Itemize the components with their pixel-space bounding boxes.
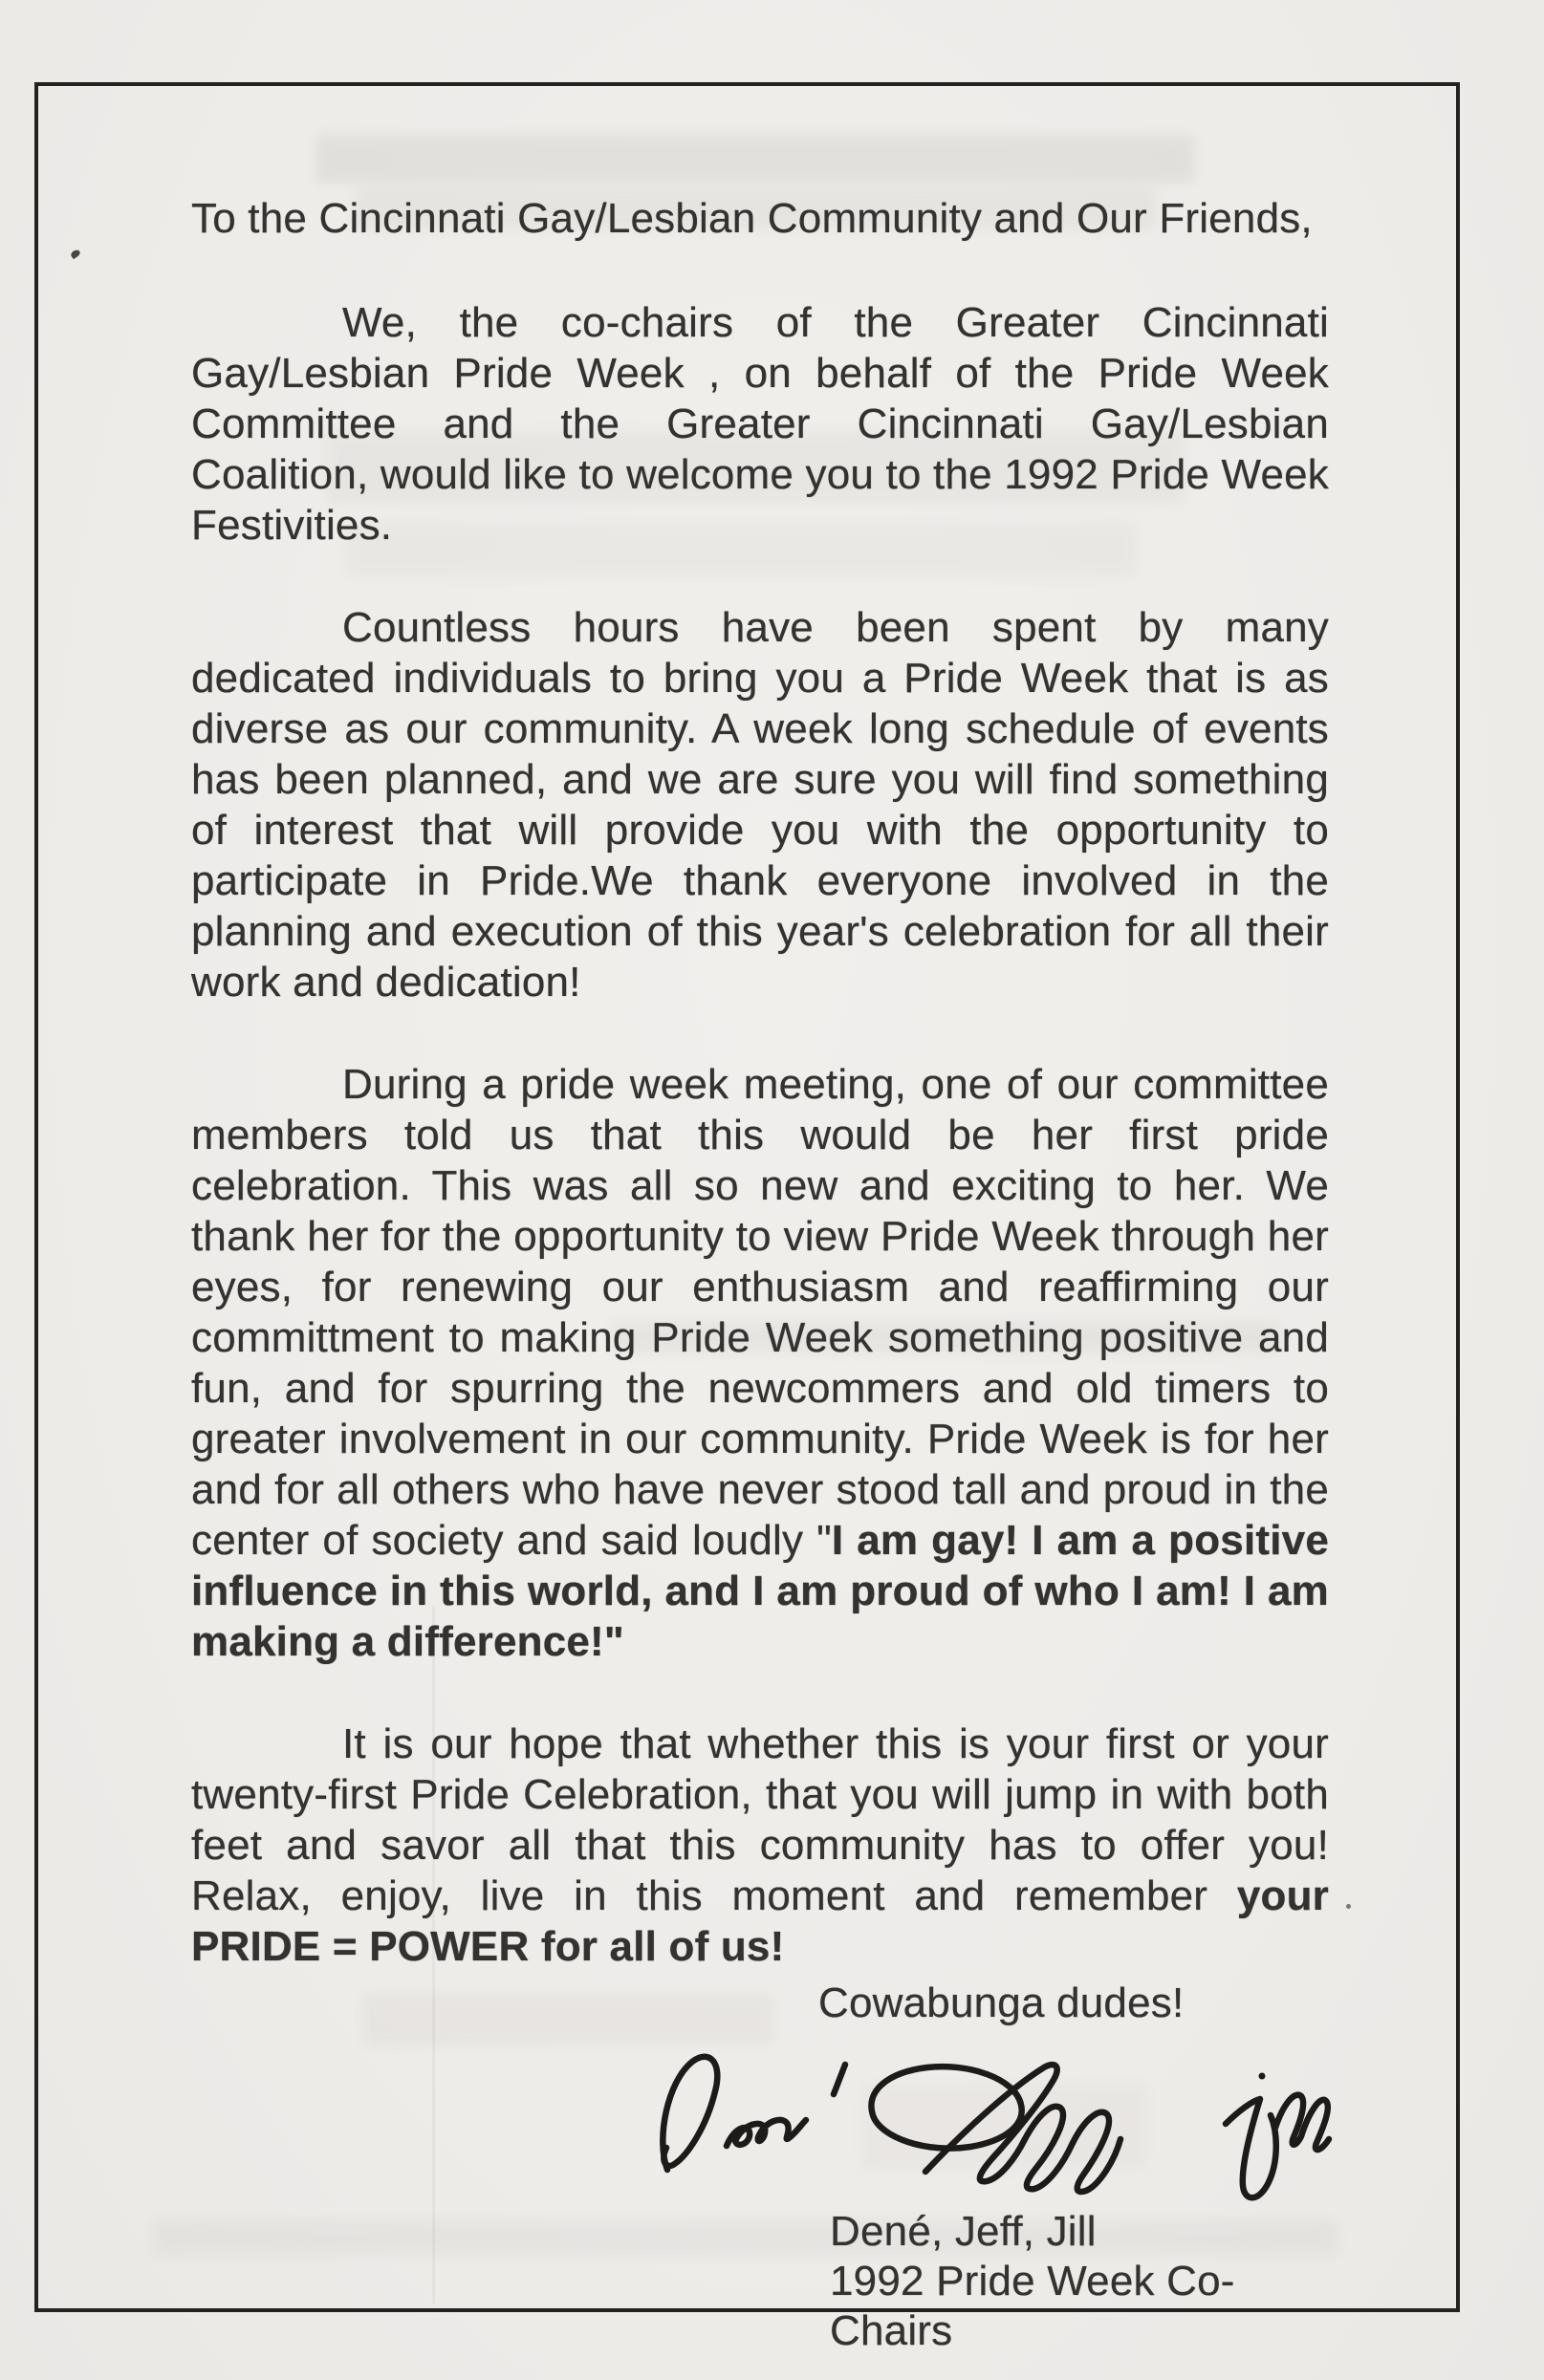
signature-dene-icon <box>663 2057 845 2170</box>
paragraph-3 <box>191 1059 1329 1667</box>
typed-signature-names: Dené, Jeff, Jill <box>830 2208 1097 2255</box>
page-border-frame <box>34 82 1460 2354</box>
signature-block <box>830 2207 1329 2356</box>
closing-line: Cowabunga dudes! <box>818 1980 1185 2026</box>
paragraph-4-bold-text: your PRIDE = POWER for all of us! <box>191 1872 1329 1970</box>
paragraph-1: We, the co-chairs of the Greater Cincinnati Gay/Lesbian Pride Week , on behalf of the Pride Week Committee and the Greater Cincinnati Gay/Lesbian Coalition, would like to welcome you to the 1992 Pride Week Festivities. <box>191 299 1329 549</box>
typed-signature-title: 1992 Pride Week Co-Chairs <box>830 2258 1235 2354</box>
paragraph-2: Countless hours have been spent by many dedicated individuals to bring you a Pride Week that is as diverse as our community. A week long schedule of events has been planned, and we are sure you will find something of interest that will provide you with the opportunity to participate in Pride.We thank everyone involved in the planning and execution of this year's celebration for all their work and dedication! <box>191 604 1329 1006</box>
signature-jill-icon <box>1226 2073 1329 2198</box>
handwritten-signatures-icon <box>641 2036 1377 2213</box>
paragraph-4-regular-text: It is our hope that whether this is your first or your twenty-first Pride Celebration, that you will jump in with both feet and savor all that this community has to offer you! Relax, enjoy, live in this moment and remember <box>191 1720 1329 1919</box>
paragraph-3-regular-text: During a pride week meeting, one of our committee members told us that this would be her first pride celebration. This was all so new and exciting to her. We thank her for the opportunity to view Pride Week through her eyes, for renewing our enthusiasm and reaffirming our committment to making Pride Week something positive and fun, and for spurring the newcommers and old timers to greater involvement in our community. Pride Week is for her and for all others who have never stood tall and proud in the center of society and said loudly " <box>191 1061 1329 1564</box>
paragraph-3-bold-text: I am gay! I am a positive influence in this world, and I am proud of who I am! I am making a difference!" <box>191 1517 1329 1665</box>
signature-jeff-icon <box>871 2065 1120 2192</box>
paragraph-4 <box>191 1719 1329 1972</box>
salutation: To the Cincinnati Gay/Lesbian Community and Our Friends, <box>191 195 1313 242</box>
